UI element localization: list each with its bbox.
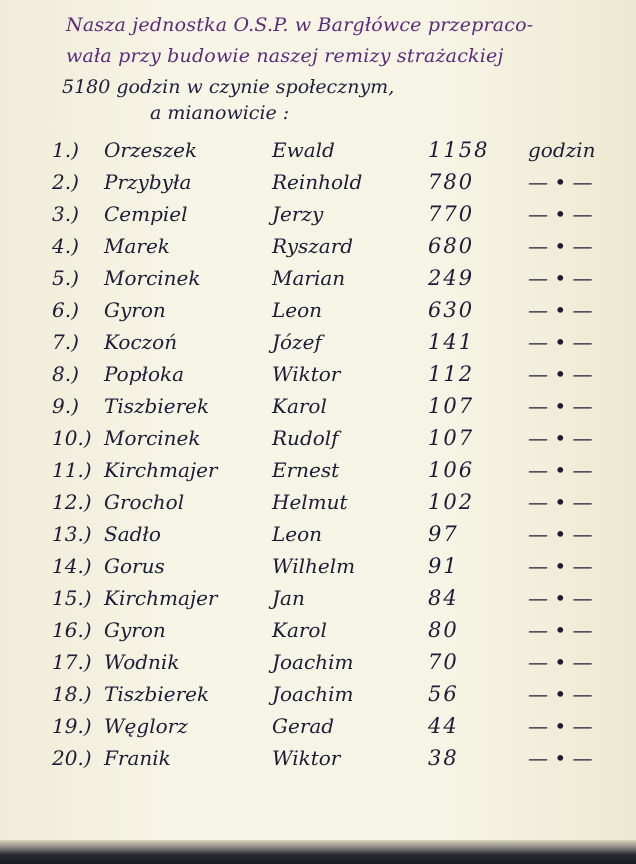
entry-surname: Wodnik [104, 650, 180, 674]
entry-unit: — • — [528, 714, 593, 738]
entry-unit: — • — [528, 202, 593, 226]
entry-hours: 97 [428, 522, 459, 546]
list-item [0, 554, 636, 584]
entry-surname: Grochol [104, 490, 185, 514]
entry-surname: Orzeszek [104, 138, 198, 162]
entry-hours: 70 [428, 650, 459, 674]
entry-firstname: Leon [272, 522, 323, 546]
header-line-2: wała przy budowie naszej remizy strażackiej [66, 45, 504, 67]
list-item [0, 490, 636, 520]
entry-number: 11.) [52, 458, 92, 482]
entry-hours: 770 [428, 202, 475, 226]
entry-number: 18.) [52, 682, 92, 706]
list-item [0, 394, 636, 424]
entry-firstname: Ernest [272, 458, 340, 482]
list-item [0, 202, 636, 232]
entry-surname: Tiszbierek [104, 682, 210, 706]
list-item [0, 586, 636, 616]
entry-firstname: Jerzy [272, 202, 324, 226]
intro-line-1: 5180 godzin w czynie społecznym, [62, 76, 395, 98]
entry-hours: 106 [428, 458, 475, 482]
list-item [0, 458, 636, 488]
entry-hours: 112 [428, 362, 475, 386]
entry-surname: Koczoń [104, 330, 178, 354]
entry-firstname: Joachim [272, 650, 354, 674]
entry-firstname: Marian [272, 266, 346, 290]
entry-unit: — • — [528, 426, 593, 450]
list-item [0, 362, 636, 392]
entry-unit: — • — [528, 522, 593, 546]
entry-unit: — • — [528, 554, 593, 578]
entry-unit: — • — [528, 330, 593, 354]
entry-number: 1.) [52, 138, 79, 162]
entry-number: 9.) [52, 394, 79, 418]
list-item [0, 618, 636, 648]
entry-number: 4.) [52, 234, 79, 258]
list-item [0, 138, 636, 168]
entry-number: 16.) [52, 618, 92, 642]
entry-surname: Marek [104, 234, 170, 258]
entry-surname: Kirchmajer [104, 586, 218, 610]
entry-unit: — • — [528, 266, 593, 290]
entry-unit: godzin [528, 138, 596, 162]
entry-hours: 107 [428, 394, 475, 418]
entry-firstname: Karol [272, 618, 327, 642]
entry-hours: 1158 [428, 138, 490, 162]
entry-hours: 102 [428, 490, 475, 514]
entry-unit: — • — [528, 618, 593, 642]
entry-number: 6.) [52, 298, 79, 322]
entry-unit: — • — [528, 170, 593, 194]
entry-unit: — • — [528, 298, 593, 322]
entry-surname: Popłoka [104, 362, 185, 386]
entry-firstname: Karol [272, 394, 327, 418]
list-item [0, 746, 636, 776]
entry-firstname: Wiktor [272, 746, 341, 770]
entry-unit: — • — [528, 394, 593, 418]
entry-hours: 630 [428, 298, 475, 322]
entry-unit: — • — [528, 458, 593, 482]
entry-unit: — • — [528, 650, 593, 674]
entry-surname: Cempiel [104, 202, 188, 226]
entry-number: 13.) [52, 522, 92, 546]
entry-firstname: Joachim [272, 682, 354, 706]
entry-number: 20.) [52, 746, 92, 770]
entry-surname: Kirchmajer [104, 458, 218, 482]
entry-surname: Morcinek [104, 426, 201, 450]
entry-surname: Morcinek [104, 266, 201, 290]
list-item [0, 682, 636, 712]
entry-firstname: Reinhold [272, 170, 363, 194]
entry-firstname: Józef [272, 330, 322, 354]
entry-firstname: Wiktor [272, 362, 341, 386]
list-item [0, 426, 636, 456]
entry-firstname: Helmut [272, 490, 348, 514]
entry-unit: — • — [528, 746, 593, 770]
entry-hours: 56 [428, 682, 459, 706]
entry-firstname: Gerad [272, 714, 335, 738]
entry-number: 12.) [52, 490, 92, 514]
entry-number: 7.) [52, 330, 79, 354]
list-item [0, 714, 636, 744]
entry-unit: — • — [528, 490, 593, 514]
entry-number: 17.) [52, 650, 92, 674]
entry-surname: Sadło [104, 522, 161, 546]
entry-surname: Tiszbierek [104, 394, 210, 418]
list-item [0, 650, 636, 680]
entry-surname: Gorus [104, 554, 165, 578]
entry-firstname: Ewald [272, 138, 335, 162]
list-item [0, 330, 636, 360]
entry-hours: 141 [428, 330, 475, 354]
notebook-binding-edge [0, 840, 636, 864]
entry-surname: Gyron [104, 618, 166, 642]
entry-surname: Węglorz [104, 714, 188, 738]
entry-unit: — • — [528, 362, 593, 386]
entry-number: 19.) [52, 714, 92, 738]
list-item [0, 522, 636, 552]
entry-hours: 38 [428, 746, 459, 770]
entry-hours: 249 [428, 266, 475, 290]
list-item [0, 170, 636, 200]
intro-line-2: a mianowicie : [150, 102, 290, 124]
entry-hours: 84 [428, 586, 459, 610]
entry-firstname: Wilhelm [272, 554, 356, 578]
entry-hours: 80 [428, 618, 459, 642]
entry-number: 10.) [52, 426, 92, 450]
entry-number: 5.) [52, 266, 79, 290]
entry-number: 15.) [52, 586, 92, 610]
entry-unit: — • — [528, 234, 593, 258]
entry-number: 8.) [52, 362, 79, 386]
entry-unit: — • — [528, 586, 593, 610]
list-item [0, 266, 636, 296]
entry-number: 14.) [52, 554, 92, 578]
header-line-1: Nasza jednostka O.S.P. w Bargłówce przepraco- [66, 14, 534, 36]
entry-firstname: Rudolf [272, 426, 339, 450]
entry-hours: 44 [428, 714, 459, 738]
entry-firstname: Ryszard [272, 234, 354, 258]
entry-surname: Franik [104, 746, 171, 770]
list-item [0, 234, 636, 264]
entry-surname: Przybyła [104, 170, 192, 194]
entry-surname: Gyron [104, 298, 166, 322]
entry-number: 2.) [52, 170, 79, 194]
entry-number: 3.) [52, 202, 79, 226]
entry-unit: — • — [528, 682, 593, 706]
entry-hours: 780 [428, 170, 475, 194]
entry-firstname: Jan [272, 586, 305, 610]
entry-firstname: Leon [272, 298, 323, 322]
entry-hours: 107 [428, 426, 475, 450]
list-item [0, 298, 636, 328]
entry-hours: 680 [428, 234, 475, 258]
entry-hours: 91 [428, 554, 459, 578]
